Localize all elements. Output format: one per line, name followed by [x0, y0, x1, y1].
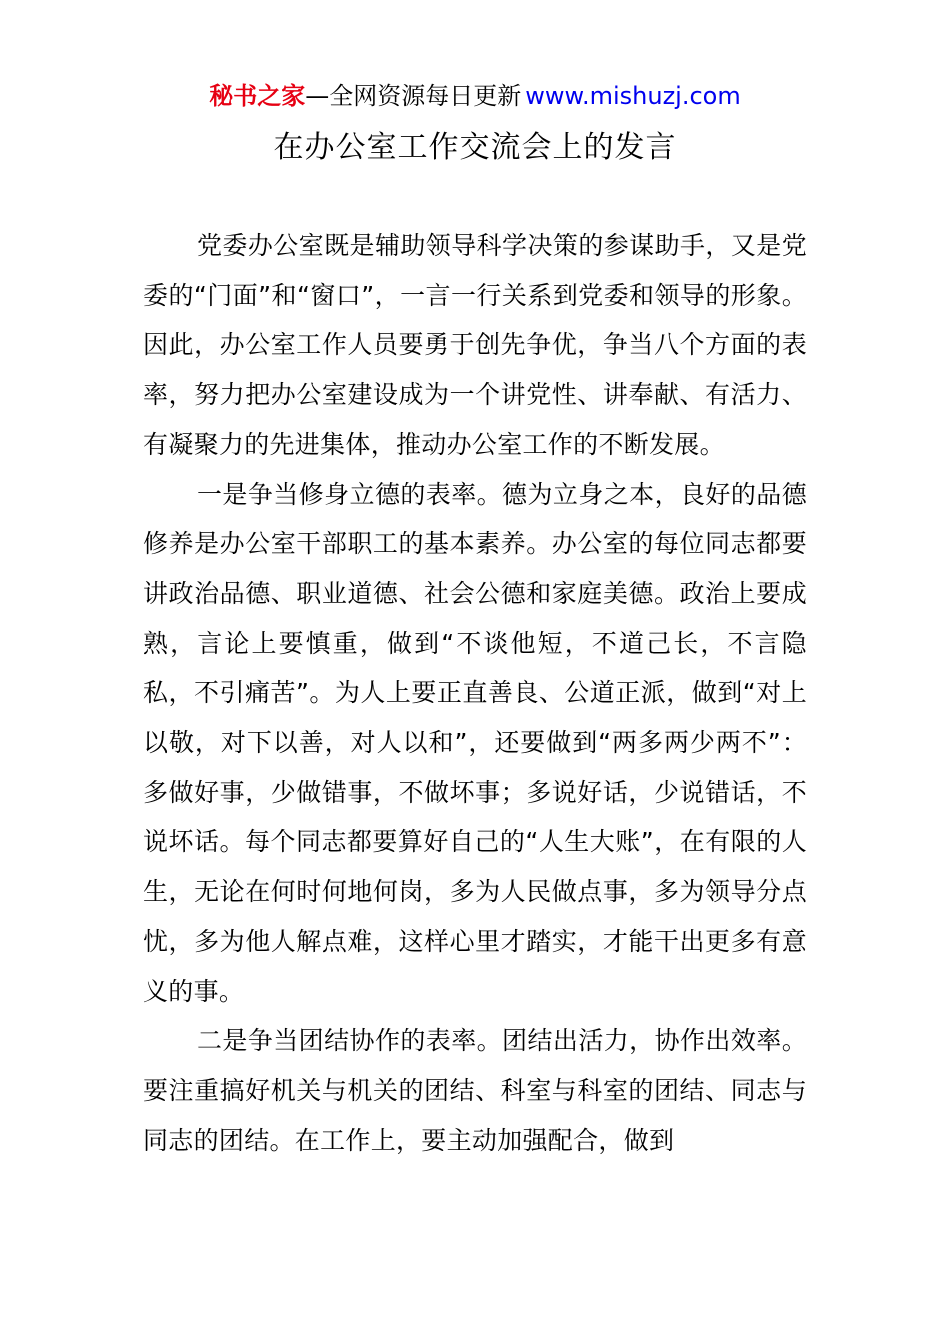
paragraph-point-two: 二是争当团结协作的表率。团结出活力，协作出效率。要注重搞好机关与机关的团结、科室与科室的团结、同志与同志的团结。在工作上，要主动加强配合，做到	[143, 1026, 807, 1155]
page-header	[0, 80, 950, 112]
paragraph-point-one: 一是争当修身立德的表率。德为立身之本，良好的品德修养是办公室干部职工的基本素养。办公室的每位同志都要讲政治品德、职业道德、社会公德和家庭美德。政治上要成熟，言论上要慎重，做到“不谈他短，不道己长，不言隐私，不引痛苦”。为人上要正直善良、公道正派，做到“对上以敬，对下以善，对人以和”，还要做到“两多两少两不”：多做好事，少做错事，不做坏事；多说好话，少说错话，不说坏话。每个同志都要算好自己的“人生大账”，在有限的人生，无论在何时何地何岗，多为人民做点事，多为领导分点忧，多为他人解点难，这样心里才踏实，才能干出更多有意义的事。	[143, 479, 807, 1006]
header-tagline: —全网资源每日更新	[305, 82, 522, 110]
paragraph-intro: 党委办公室既是辅助领导科学决策的参谋助手，又是党委的“门面”和“窗口”，一言一行关系到党委和领导的形象。因此，办公室工作人员要勇于创先争优，争当八个方面的表率，努力把办公室建设成为一个讲党性、讲奉献、有活力、有凝聚力的先进集体，推动办公室工作的不断发展。	[143, 231, 807, 459]
brand-name: 秘书之家	[209, 82, 306, 110]
document-title: 在办公室工作交流会上的发言	[273, 130, 677, 165]
site-url-link[interactable]: www.mishuzj.com	[525, 82, 741, 110]
document-body	[143, 221, 807, 1165]
